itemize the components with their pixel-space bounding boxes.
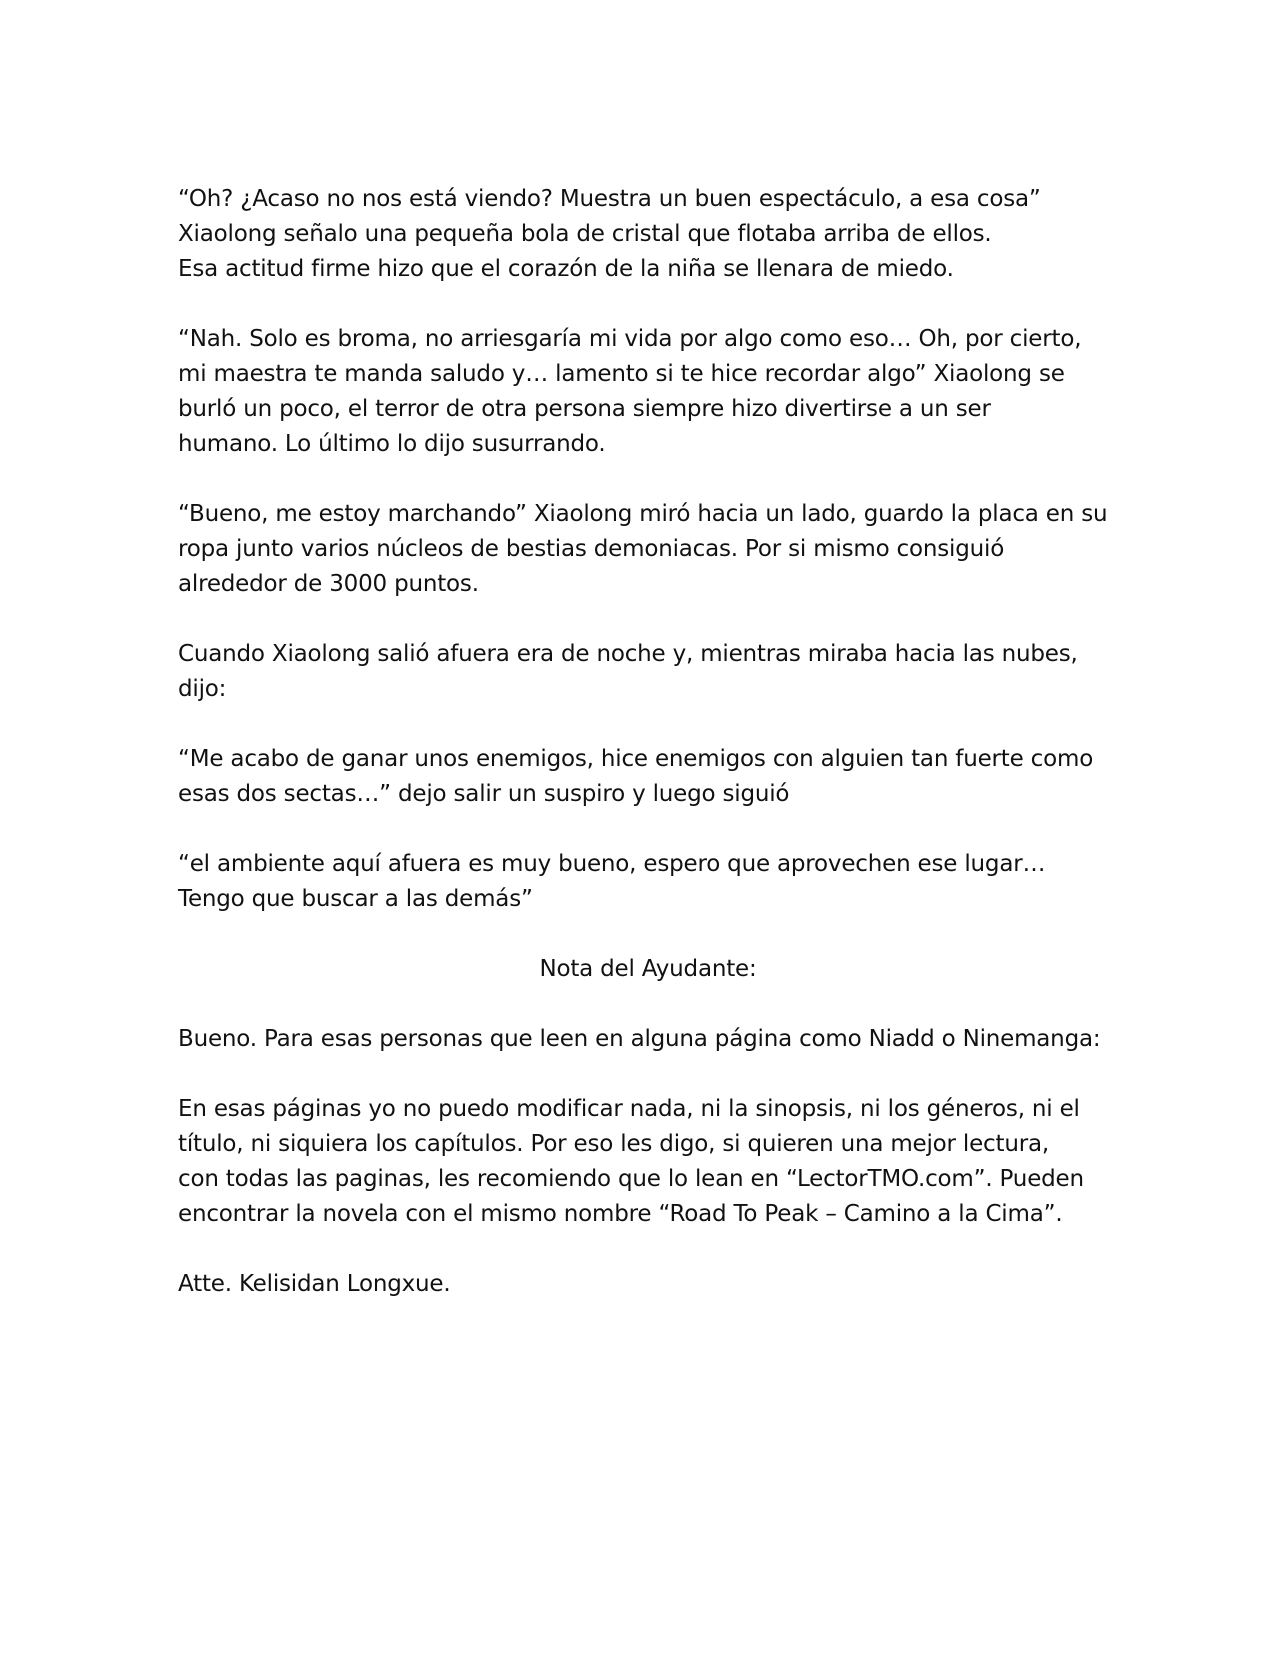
text-line: “Nah. Solo es broma, no arriesgaría mi vida por algo como eso… Oh, por cierto, xyxy=(178,326,1082,352)
paragraph xyxy=(178,322,1118,462)
text-line: En esas páginas yo no puedo modificar nada, ni la sinopsis, ni los géneros, ni el xyxy=(178,1096,1080,1122)
text-line: alrededor de 3000 puntos. xyxy=(178,571,479,597)
text-line: mi maestra te manda saludo y… lamento si te hice recordar algo” Xiaolong se xyxy=(178,361,1065,387)
text-line: “Bueno, me estoy marchando” Xiaolong miró hacia un lado, guardo la placa en su xyxy=(178,501,1108,527)
text-line: ropa junto varios núcleos de bestias demoniacas. Por si mismo consiguió xyxy=(178,536,1005,562)
paragraph xyxy=(178,637,1118,707)
paragraph xyxy=(178,1267,1118,1302)
text-line: Tengo que buscar a las demás” xyxy=(178,886,533,912)
text-line: “Me acabo de ganar unos enemigos, hice enemigos con alguien tan fuerte como xyxy=(178,746,1094,772)
paragraph xyxy=(178,742,1118,812)
text-line: Esa actitud firme hizo que el corazón de la niña se llenara de miedo. xyxy=(178,256,954,282)
text-line: encontrar la novela con el mismo nombre “Road To Peak – Camino a la Cima”. xyxy=(178,1201,1063,1227)
text-line: esas dos sectas…” dejo salir un suspiro y luego siguió xyxy=(178,781,790,807)
paragraph xyxy=(178,1092,1118,1232)
text-line: Bueno. Para esas personas que leen en alguna página como Niadd o Ninemanga: xyxy=(178,1026,1101,1052)
paragraph xyxy=(178,1022,1118,1057)
text-line: “el ambiente aquí afuera es muy bueno, espero que aprovechen ese lugar… xyxy=(178,851,1046,877)
text-line: dijo: xyxy=(178,676,227,702)
document-body xyxy=(178,182,1118,1337)
text-line: Cuando Xiaolong salió afuera era de noche y, mientras miraba hacia las nubes, xyxy=(178,641,1078,667)
paragraph xyxy=(178,497,1118,602)
text-line: Xiaolong señalo una pequeña bola de cristal que flotaba arriba de ellos. xyxy=(178,221,992,247)
text-line: con todas las paginas, les recomiendo que lo lean en “LectorTMO.com”. Pueden xyxy=(178,1166,1084,1192)
paragraph xyxy=(178,847,1118,917)
paragraph xyxy=(178,182,1118,287)
text-line: título, ni siquiera los capítulos. Por eso les digo, si quieren una mejor lectura, xyxy=(178,1131,1049,1157)
section-heading xyxy=(178,952,1118,987)
text-line: burló un poco, el terror de otra persona siempre hizo divertirse a un ser xyxy=(178,396,991,422)
text-line: Nota del Ayudante: xyxy=(539,956,757,982)
text-line: “Oh? ¿Acaso no nos está viendo? Muestra un buen espectáculo, a esa cosa” xyxy=(178,186,1041,212)
text-line: humano. Lo último lo dijo susurrando. xyxy=(178,431,606,457)
text-line: Atte. Kelisidan Longxue. xyxy=(178,1271,451,1297)
